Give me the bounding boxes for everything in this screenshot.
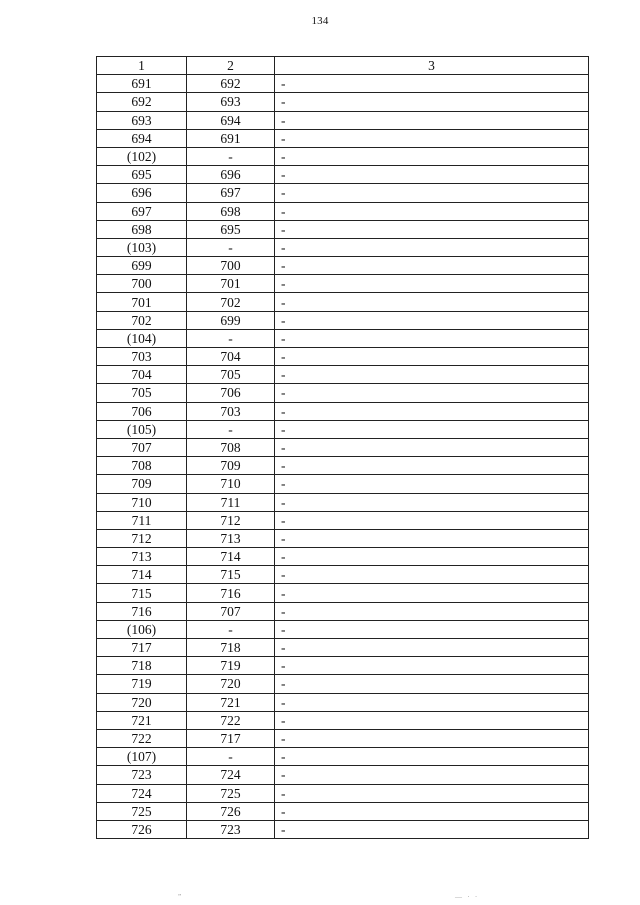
table-cell-col-3: -: [275, 675, 589, 693]
table-cell-col-1: 705: [97, 384, 187, 402]
table-cell-col-2: 716: [187, 584, 275, 602]
table-cell-col-3: -: [275, 529, 589, 547]
table-cell-col-2: 708: [187, 438, 275, 456]
table-cell-col-1: (105): [97, 420, 187, 438]
table-row: [97, 275, 589, 293]
table-cell-col-1: 722: [97, 729, 187, 747]
table-cell-col-2: -: [187, 620, 275, 638]
table-header: [97, 57, 589, 75]
table-row: [97, 438, 589, 456]
table-cell-col-1: 702: [97, 311, 187, 329]
table-row: [97, 820, 589, 838]
table-cell-col-2: 725: [187, 784, 275, 802]
table-row: [97, 147, 589, 165]
table-cell-col-2: 710: [187, 475, 275, 493]
header-row: [97, 57, 589, 75]
table-cell-col-2: 697: [187, 184, 275, 202]
table-cell-col-2: 699: [187, 311, 275, 329]
table-row: [97, 657, 589, 675]
table-cell-col-2: 711: [187, 493, 275, 511]
table-cell-col-3: -: [275, 420, 589, 438]
table-row: [97, 420, 589, 438]
table-cell-col-1: 699: [97, 257, 187, 275]
table-cell-col-3: -: [275, 711, 589, 729]
table-cell-col-3: -: [275, 366, 589, 384]
table-cell-col-1: 711: [97, 511, 187, 529]
table-cell-col-1: 697: [97, 202, 187, 220]
table-row: [97, 693, 589, 711]
table-cell-col-3: -: [275, 329, 589, 347]
table-cell-col-3: -: [275, 238, 589, 256]
table-cell-col-1: 723: [97, 766, 187, 784]
table-row: [97, 75, 589, 93]
table-cell-col-3: -: [275, 166, 589, 184]
table-cell-col-2: -: [187, 329, 275, 347]
table-cell-col-3: -: [275, 693, 589, 711]
table-cell-col-2: 693: [187, 93, 275, 111]
table-cell-col-2: 712: [187, 511, 275, 529]
table-cell-col-2: 705: [187, 366, 275, 384]
table-cell-col-3: -: [275, 620, 589, 638]
table-cell-col-2: -: [187, 238, 275, 256]
table-cell-col-3: -: [275, 584, 589, 602]
table-row: [97, 766, 589, 784]
table-row: [97, 293, 589, 311]
table-row: [97, 366, 589, 384]
table-cell-col-3: -: [275, 802, 589, 820]
table-cell-col-2: 700: [187, 257, 275, 275]
table-row: [97, 238, 589, 256]
table-cell-col-2: 722: [187, 711, 275, 729]
table-cell-col-1: (107): [97, 748, 187, 766]
table-row: [97, 802, 589, 820]
table-row: [97, 511, 589, 529]
table-cell-col-1: 707: [97, 438, 187, 456]
table-cell-col-2: 703: [187, 402, 275, 420]
table-cell-col-1: 692: [97, 93, 187, 111]
table-cell-col-1: 721: [97, 711, 187, 729]
table-row: [97, 348, 589, 366]
table-cell-col-3: -: [275, 147, 589, 165]
table-cell-col-2: 706: [187, 384, 275, 402]
table-cell-col-3: -: [275, 639, 589, 657]
table-cell-col-1: 704: [97, 366, 187, 384]
table-cell-col-1: 717: [97, 639, 187, 657]
table-row: [97, 93, 589, 111]
table-cell-col-2: -: [187, 748, 275, 766]
table-cell-col-3: -: [275, 75, 589, 93]
table-cell-col-1: (103): [97, 238, 187, 256]
table-row: [97, 457, 589, 475]
table-cell-col-1: 715: [97, 584, 187, 602]
table-row: [97, 620, 589, 638]
column-header-2: 2: [187, 57, 275, 75]
table-cell-col-3: -: [275, 493, 589, 511]
table-cell-col-3: -: [275, 820, 589, 838]
table-cell-col-3: -: [275, 748, 589, 766]
table-cell-col-3: -: [275, 438, 589, 456]
table-row: [97, 675, 589, 693]
table-cell-col-3: -: [275, 184, 589, 202]
table-cell-col-3: -: [275, 111, 589, 129]
table-cell-col-3: -: [275, 402, 589, 420]
table-row: [97, 566, 589, 584]
data-table: [96, 56, 589, 839]
table-cell-col-2: 721: [187, 693, 275, 711]
table-cell-col-2: 719: [187, 657, 275, 675]
table-cell-col-3: -: [275, 93, 589, 111]
table-row: [97, 548, 589, 566]
table-cell-col-3: -: [275, 129, 589, 147]
table-cell-col-3: -: [275, 275, 589, 293]
table-cell-col-1: (104): [97, 329, 187, 347]
table-cell-col-1: 713: [97, 548, 187, 566]
table-row: [97, 129, 589, 147]
table-row: [97, 166, 589, 184]
table-cell-col-1: 725: [97, 802, 187, 820]
table-cell-col-1: 706: [97, 402, 187, 420]
table-row: [97, 311, 589, 329]
table-cell-col-2: 702: [187, 293, 275, 311]
table-cell-col-2: 694: [187, 111, 275, 129]
table-row: [97, 729, 589, 747]
table-cell-col-1: 719: [97, 675, 187, 693]
table-row: [97, 584, 589, 602]
table-cell-col-2: 701: [187, 275, 275, 293]
table-cell-col-1: 716: [97, 602, 187, 620]
table-cell-col-2: 698: [187, 202, 275, 220]
table-cell-col-2: 713: [187, 529, 275, 547]
table-cell-col-3: -: [275, 729, 589, 747]
table-cell-col-2: 709: [187, 457, 275, 475]
scan-mark-right: — · ·: [455, 893, 478, 901]
table-cell-col-3: -: [275, 202, 589, 220]
table-cell-col-1: 695: [97, 166, 187, 184]
table-cell-col-2: 695: [187, 220, 275, 238]
table-cell-col-1: 720: [97, 693, 187, 711]
table-row: [97, 475, 589, 493]
table-cell-col-3: -: [275, 784, 589, 802]
table-cell-col-2: 720: [187, 675, 275, 693]
table-cell-col-3: -: [275, 548, 589, 566]
table-cell-col-1: 696: [97, 184, 187, 202]
table-cell-col-1: 693: [97, 111, 187, 129]
table-row: [97, 329, 589, 347]
table-cell-col-1: 700: [97, 275, 187, 293]
table-cell-col-3: -: [275, 311, 589, 329]
table-cell-col-2: 704: [187, 348, 275, 366]
table-cell-col-2: -: [187, 147, 275, 165]
column-header-1: 1: [97, 57, 187, 75]
table-cell-col-1: 724: [97, 784, 187, 802]
table-cell-col-2: 714: [187, 548, 275, 566]
table-row: [97, 711, 589, 729]
table-row: [97, 493, 589, 511]
table-cell-col-3: -: [275, 511, 589, 529]
table-cell-col-2: 718: [187, 639, 275, 657]
table-cell-col-3: -: [275, 293, 589, 311]
table-cell-col-2: 707: [187, 602, 275, 620]
table-cell-col-1: 701: [97, 293, 187, 311]
table-cell-col-3: -: [275, 566, 589, 584]
table-row: [97, 257, 589, 275]
scan-mark-left: ”: [178, 893, 182, 901]
table-cell-col-3: -: [275, 257, 589, 275]
table-cell-col-1: 710: [97, 493, 187, 511]
table-cell-col-1: 714: [97, 566, 187, 584]
table-cell-col-1: 726: [97, 820, 187, 838]
table-cell-col-2: 724: [187, 766, 275, 784]
table-row: [97, 529, 589, 547]
table-cell-col-2: 726: [187, 802, 275, 820]
table-cell-col-3: -: [275, 657, 589, 675]
table-row: [97, 111, 589, 129]
table-cell-col-3: -: [275, 220, 589, 238]
page-number: 134: [311, 15, 329, 27]
table-cell-col-2: 691: [187, 129, 275, 147]
table-cell-col-3: -: [275, 457, 589, 475]
table-cell-col-1: 703: [97, 348, 187, 366]
table-row: [97, 202, 589, 220]
table-cell-col-3: -: [275, 602, 589, 620]
table-cell-col-2: 692: [187, 75, 275, 93]
table-cell-col-1: 709: [97, 475, 187, 493]
table-body: [97, 75, 589, 839]
table-cell-col-1: 694: [97, 129, 187, 147]
table-row: [97, 639, 589, 657]
table-cell-col-2: -: [187, 420, 275, 438]
table-row: [97, 384, 589, 402]
table-cell-col-2: 717: [187, 729, 275, 747]
table-cell-col-1: 718: [97, 657, 187, 675]
table-cell-col-1: 712: [97, 529, 187, 547]
table-cell-col-1: (106): [97, 620, 187, 638]
table-row: [97, 402, 589, 420]
table-cell-col-3: -: [275, 348, 589, 366]
column-header-3: 3: [275, 57, 589, 75]
table-cell-col-2: 696: [187, 166, 275, 184]
table-row: [97, 602, 589, 620]
table-cell-col-1: (102): [97, 147, 187, 165]
table-cell-col-2: 723: [187, 820, 275, 838]
table-cell-col-1: 708: [97, 457, 187, 475]
table-row: [97, 784, 589, 802]
table-row: [97, 184, 589, 202]
table-cell-col-3: -: [275, 475, 589, 493]
table-cell-col-2: 715: [187, 566, 275, 584]
table-cell-col-3: -: [275, 384, 589, 402]
table-cell-col-1: 691: [97, 75, 187, 93]
table-cell-col-1: 698: [97, 220, 187, 238]
table-cell-col-3: -: [275, 766, 589, 784]
table-row: [97, 220, 589, 238]
table-row: [97, 748, 589, 766]
